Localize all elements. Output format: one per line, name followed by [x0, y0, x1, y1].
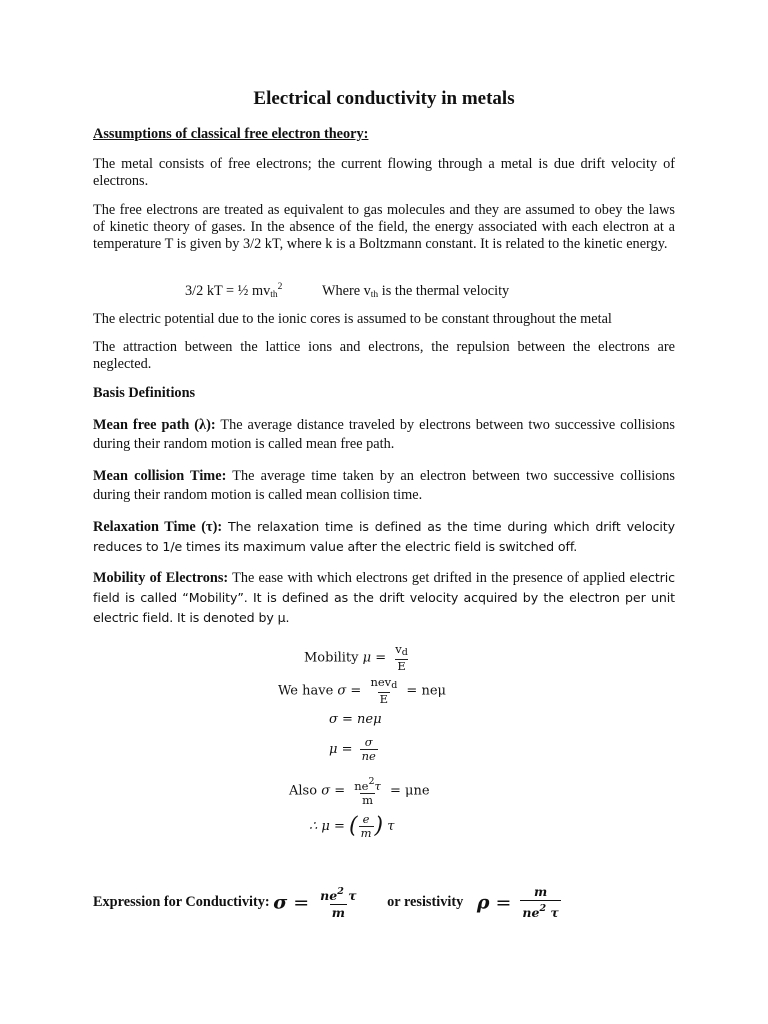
formula-mobility [304, 643, 413, 673]
f4-den: ne [361, 749, 376, 763]
resistivity-label: or resistivity [387, 894, 464, 910]
text-relaxation-time: The relaxation time is defined as the time during which drift velocity reduces to 1/e times its maximum value after the electric field is switched off. [93, 519, 675, 554]
f5-den: m [362, 793, 373, 807]
f5-lhs: σ = [321, 783, 346, 799]
res-den-sup: 2 [539, 903, 547, 914]
formula-mu-sigma [329, 736, 381, 763]
f2-num: nev [370, 675, 392, 689]
definition-relaxation-time [93, 517, 675, 557]
f1-num: v [395, 642, 402, 656]
paragraph-ionic-cores: The electric potential due to the ionic cores is assumed to be constant throughout the metal [93, 311, 612, 327]
conductivity-fraction [318, 884, 358, 921]
f1-num-sub: d [401, 647, 408, 658]
where-sub: th [370, 290, 379, 300]
f5-num-sup: 2 [368, 776, 375, 787]
f2-num-sub: d [391, 680, 398, 691]
res-num: m [534, 884, 548, 899]
sigma-symbol: σ [273, 891, 288, 914]
cond-num-sup: 2 [337, 886, 344, 897]
thermal-eq-lhs: 3/2 kT = ½ mv [185, 283, 271, 299]
f5-fraction [352, 775, 383, 807]
res-den: ne [522, 905, 540, 920]
document-title: Electrical conductivity in metals [253, 88, 515, 109]
text-mobility-1: The ease with which electrons get drifted in the presence of applied [228, 570, 630, 586]
f1-lhs: μ = [362, 650, 387, 666]
cond-num: ne [320, 888, 338, 903]
term-mean-collision-time: Mean collision Time: [93, 468, 227, 484]
f1-den: E [397, 659, 406, 673]
text-mean-collision-time: The average time taken by an electron between two successive collisions during their random motion is called mean collision time. [93, 468, 675, 503]
thermal-velocity-equation [185, 282, 509, 300]
f6-num: e [362, 812, 370, 826]
thermal-eq-sub: th [270, 290, 278, 300]
paragraph-kinetic-theory: The free electrons are treated as equivalent to gas molecules and they are assumed to obey the laws of kinetic theory of gases. In the absence of the field, the energy associated with each electron at a temperature T is given by 3/2 kT, where k is a Boltzmann constant. It is related to the kinetic energy. [93, 202, 675, 252]
resistivity-fraction [520, 884, 560, 921]
definition-mean-free-path [93, 416, 675, 454]
f1-label: Mobility [304, 650, 363, 666]
text-mean-free-path: The average distance traveled by electrons between two successive collisions during their random motion is called mean free path. [93, 417, 675, 452]
equals-sign-2: = [495, 891, 512, 914]
f4-lhs: μ = [329, 742, 353, 757]
cond-num-post: τ [343, 888, 357, 903]
thermal-eq-sup: 2 [277, 282, 283, 292]
res-den-post: τ [546, 905, 559, 920]
rho-symbol: ρ [476, 891, 490, 914]
f5-rhs: = μne [390, 783, 430, 799]
cond-den: m [331, 905, 345, 920]
paragraph-free-electrons: The metal consists of free electrons; the current flowing through a metal is due drift velocity of electrons. [93, 156, 675, 189]
conductivity-expression [93, 884, 675, 921]
f6-den: m [360, 826, 372, 840]
term-mobility: Mobility of Electrons: [93, 570, 229, 586]
where-suffix: is the thermal velocity [378, 283, 510, 299]
f4-fraction [360, 736, 378, 763]
f2-den: E [379, 692, 389, 706]
f5-num-post: τ [374, 779, 381, 793]
definition-mean-collision-time [93, 467, 675, 505]
thermal-eq-where [322, 283, 509, 299]
text-mobility-2: electric field is called “Mobility”. It is defined as the drift velocity acquired by the electron per unit electric field. It is denoted by μ. [93, 570, 675, 625]
f6-post: τ [387, 819, 395, 834]
equals-sign: = [293, 891, 310, 914]
where-prefix: Where v [321, 283, 371, 299]
term-relaxation-time: Relaxation Time (τ): [93, 519, 223, 535]
definition-mobility [93, 568, 675, 628]
formula-also-sigma [289, 775, 430, 807]
f4-num: σ [364, 735, 373, 749]
f2-fraction [368, 676, 399, 706]
formula-we-have [278, 676, 446, 706]
f6-fraction [359, 813, 374, 840]
f6-pre: ∴ μ = [309, 819, 345, 834]
formula-sigma: σ = neμ [329, 712, 382, 727]
conductivity-label: Expression for Conductivity: [93, 894, 270, 910]
formula-therefore-mu [309, 813, 394, 840]
left-paren: ( [349, 813, 358, 839]
basis-definitions-title: Basis Definitions [93, 385, 196, 401]
section-heading-assumptions: Assumptions of classical free electron theory: [93, 126, 369, 142]
right-paren: ) [374, 813, 384, 839]
f2-label: We have [278, 683, 338, 699]
f2-rhs: = neμ [406, 683, 446, 699]
f1-fraction [393, 643, 410, 673]
f5-label: Also [289, 783, 322, 799]
term-mean-free-path: Mean free path (λ): [93, 417, 216, 433]
f5-num: ne [354, 779, 369, 793]
paragraph-attraction: The attraction between the lattice ions and electrons, the repulsion between the electrons are neglected. [93, 339, 675, 372]
f2-lhs: σ = [337, 683, 362, 699]
